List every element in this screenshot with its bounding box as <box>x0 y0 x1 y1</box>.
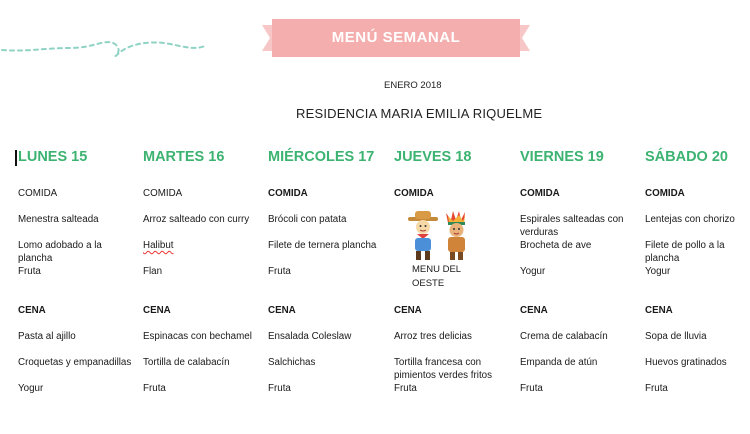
cena-dish-1: Sopa de lluvia <box>645 331 707 342</box>
cena-label: CENA <box>394 305 422 316</box>
comida-label: COMIDA <box>394 188 434 199</box>
comida-label: COMIDA <box>143 188 183 199</box>
day-heading: MIÉRCOLES 17 <box>268 149 375 165</box>
comida-dish-3: Flan <box>143 266 163 277</box>
comida-dish-3: Yogur <box>520 266 546 277</box>
day-heading: JUEVES 18 <box>394 149 472 165</box>
cena-dish-2: Tortilla francesa con pimientos verdes fritos <box>394 357 493 381</box>
cena-dish-3: Fruta <box>645 383 668 394</box>
comida-dish-2: Halibut <box>143 240 174 251</box>
cena-dish-3: Fruta <box>520 383 543 394</box>
comida-dish-1: Lentejas con chorizo <box>645 214 735 225</box>
day-heading: MARTES 16 <box>143 149 225 165</box>
comida-label: COMIDA <box>268 188 308 199</box>
day-column-sabado <box>645 149 750 394</box>
day-column-jueves <box>394 149 519 394</box>
cena-dish-2: Huevos gratinados <box>645 357 727 368</box>
cena-dish-3: Yogur <box>18 383 44 394</box>
cena-dish-1: Ensalada Coleslaw <box>268 331 352 342</box>
day-column-lunes <box>18 149 143 394</box>
comida-dish-3: Fruta <box>18 266 41 277</box>
comida-dish-1: Brócoli con patata <box>268 214 347 225</box>
comida-label: COMIDA <box>645 188 685 199</box>
cena-label: CENA <box>520 305 548 316</box>
comida-dish-1: Espirales salteadas con verduras <box>520 214 624 238</box>
comida-dish-1: Menestra salteada <box>18 214 99 225</box>
cena-dish-2: Salchichas <box>268 357 316 368</box>
cena-dish-2: Empanda de atún <box>520 357 598 368</box>
cena-dish-1: Espinacas con bechamel <box>143 331 252 342</box>
cena-dish-1: Arroz tres delicias <box>394 331 472 342</box>
comida-label: COMIDA <box>18 188 58 199</box>
cena-dish-2: Tortilla de calabacín <box>143 357 230 368</box>
day-heading: SÁBADO 20 <box>645 149 728 165</box>
cena-dish-3: Fruta <box>268 383 291 394</box>
cena-label: CENA <box>268 305 296 316</box>
comida-dish-2: Filete de ternera plancha <box>268 240 377 251</box>
dotted-swirl-decoration <box>0 30 210 75</box>
comida-dish-1: Arroz salteado con curry <box>143 214 250 225</box>
day-column-martes <box>143 149 268 394</box>
comida-dish-2: Lomo adobado a la plancha <box>18 240 102 264</box>
day-column-miercoles <box>268 149 393 394</box>
residence-name: RESIDENCIA MARIA EMILIA RIQUELME <box>296 106 543 121</box>
cena-label: CENA <box>645 305 673 316</box>
day-heading: VIERNES 19 <box>520 149 604 165</box>
comida-dish-3: Yogur <box>645 266 671 277</box>
day-column-viernes <box>520 149 645 394</box>
cena-dish-1: Crema de calabacín <box>520 331 608 342</box>
cena-dish-2: Croquetas y empanadillas <box>18 357 132 368</box>
day-heading: LUNES 15 <box>18 149 88 165</box>
comida-dish-2: Brocheta de ave <box>520 240 592 251</box>
cena-dish-3: Fruta <box>394 383 417 394</box>
special-menu-label: MENU DEL OESTE <box>412 264 461 289</box>
comida-dish-2: Filete de pollo a la plancha <box>645 240 725 264</box>
cena-dish-1: Pasta al ajillo <box>18 331 76 342</box>
comida-label: COMIDA <box>520 188 560 199</box>
menu-date: ENERO 2018 <box>384 80 442 91</box>
cena-label: CENA <box>143 305 171 316</box>
banner-title: MENÚ SEMANAL <box>331 29 461 46</box>
cena-dish-3: Fruta <box>143 383 166 394</box>
cena-label: CENA <box>18 305 46 316</box>
cowboy-and-indian-icon <box>404 211 480 263</box>
title-banner <box>262 17 530 59</box>
comida-dish-3: Fruta <box>268 266 291 277</box>
text-cursor <box>15 150 17 166</box>
